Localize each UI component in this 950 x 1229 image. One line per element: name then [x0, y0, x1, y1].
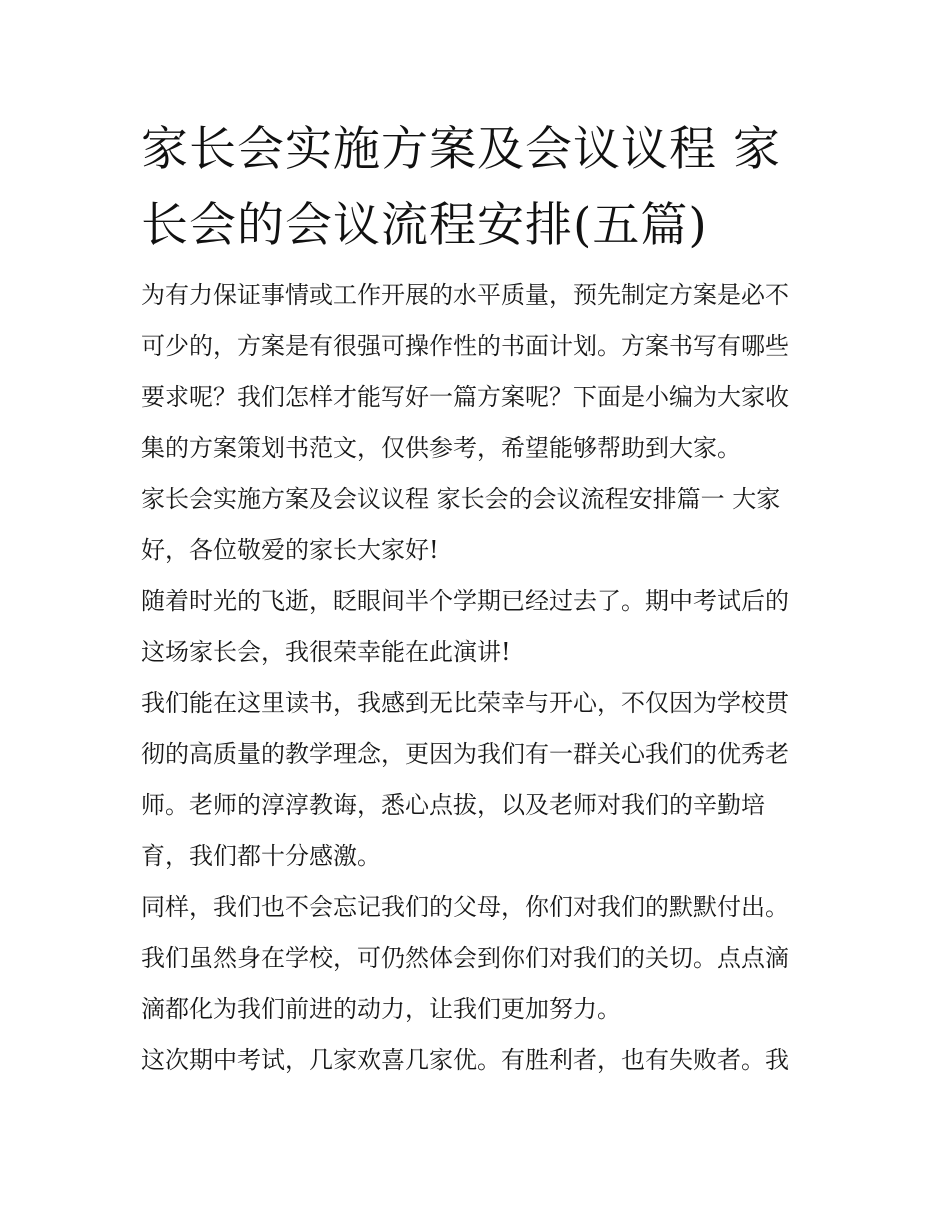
text-line: 集的方案策划书范文，仅供参考，希望能够帮助到大家。	[141, 434, 741, 462]
text-line: 家长会实施方案及会议议程 家长会的会议流程安排篇一 大家	[141, 485, 781, 513]
text-line: 同样，我们也不会忘记我们的父母，你们对我们的默默付出。	[141, 893, 789, 921]
text-line: 师。老师的淳淳教诲，悉心点拔，以及老师对我们的辛勤培	[141, 791, 765, 819]
body-paragraph	[141, 678, 813, 882]
text-line: 要求呢？我们怎样才能写好一篇方案呢？下面是小编为大家收	[141, 383, 789, 411]
text-line: 我们虽然身在学校，可仍然体会到你们对我们的关切。点点滴	[141, 944, 789, 972]
intro-paragraph	[141, 270, 813, 474]
title-line: 长会的会议流程安排(五篇)	[141, 198, 708, 253]
text-line: 这场家长会，我很荣幸能在此演讲!	[141, 638, 511, 666]
text-line: 为有力保证事情或工作开展的水平质量，预先制定方案是必不	[141, 281, 789, 309]
title-line: 家长会实施方案及会议议程 家	[141, 122, 781, 177]
text-line: 我们能在这里读书，我感到无比荣幸与开心，不仅因为学校贯	[141, 689, 789, 717]
text-line: 可少的，方案是有很强可操作性的书面计划。方案书写有哪些	[141, 332, 789, 360]
text-line: 彻的高质量的教学理念，更因为我们有一群关心我们的优秀老	[141, 740, 789, 768]
text-line: 好，各位敬爱的家长大家好!	[141, 536, 439, 564]
document-title	[141, 112, 813, 264]
text-line: 滴都化为我们前进的动力，让我们更加努力。	[141, 995, 621, 1023]
body-paragraph	[141, 576, 813, 678]
text-line: 育，我们都十分感激。	[141, 842, 381, 870]
text-line: 随着时光的飞逝，眨眼间半个学期已经过去了。期中考试后的	[141, 587, 789, 615]
document-body	[141, 112, 813, 1086]
body-paragraph	[141, 882, 813, 1035]
text-line: 这次期中考试，几家欢喜几家优。有胜利者，也有失败者。我	[141, 1046, 789, 1074]
section-heading-paragraph	[141, 474, 813, 576]
body-paragraph	[141, 1035, 813, 1086]
